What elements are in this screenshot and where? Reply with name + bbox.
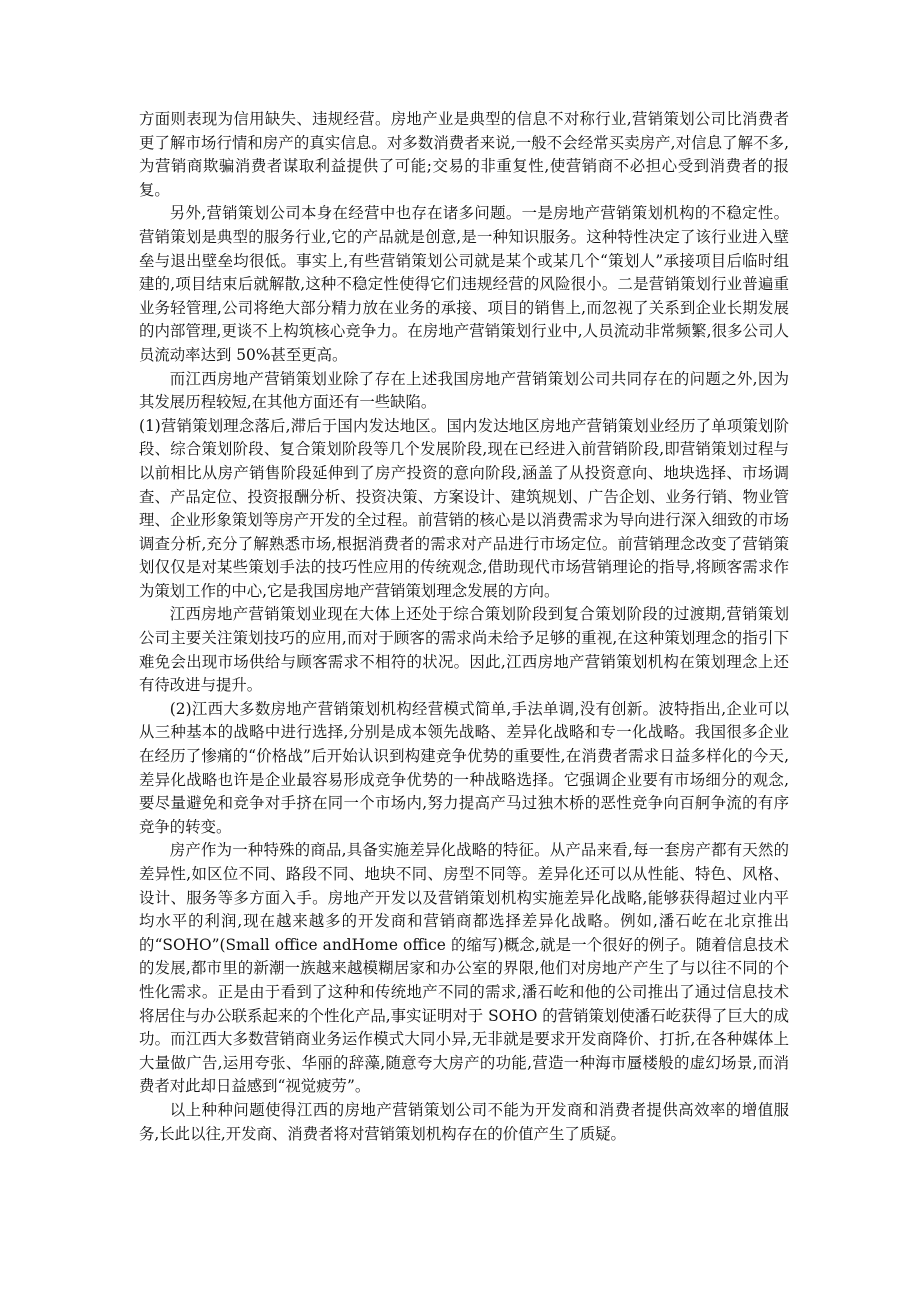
paragraph-8: 以上种种问题使得江西的房地产营销策划公司不能为开发商和消费者提供高效率的增值服务,长此以往,开发商、消费者将对营销策划机构存在的价值产生了质疑。 <box>139 1100 789 1143</box>
document-body <box>139 108 789 1146</box>
paragraph-6: (2)江西大多数房地产营销策划机构经营模式简单,手法单调,没有创新。波特指出,企业可以从三种基本的战略中进行选择,分别是成本领先战略、差异化战略和专一化战略。我国很多企业在经历了惨痛的“价格战”后开始认识到构建竞争优势的重要性,在消费者需求日益多样化的今天,差异化战略也许是企业最容易形成竞争优势的一种战略选择。它强调企业要有市场细分的观念,要尽量避免和竞争对手挤在同一个市场内,努力提高产马过独木桥的恶性竞争向百舸争流的有序竞争的转变。 <box>139 699 789 836</box>
paragraph-4: (1)营销策划理念落后,滞后于国内发达地区。国内发达地区房地产营销策划业经历了单项策划阶段、综合策划阶段、复合策划阶段等几个发展阶段,现在已经进入前营销阶段,即营销策划过程与以前相比从房产销售阶段延伸到了房产投资的意向阶段,涵盖了从投资意向、地块选择、市场调查、产品定位、投资报酬分析、投资决策、方案设计、建筑规划、广告企划、业务行销、物业管理、企业形象策划等房产开发的全过程。前营销的核心是以消费需求为导向进行深入细致的市场调查分析,充分了解熟悉市场,根据消费者的需求对产品进行市场定位。前营销理念改变了营销策划仅仅是对某些策划手法的技巧性应用的传统观念,借助现代市场营销理论的指导,将顾客需求作为策划工作的中心,它是我国房地产营销策划理念发展的方向。 <box>139 416 789 600</box>
paragraph-1: 方面则表现为信用缺失、违规经营。房地产业是典型的信息不对称行业,营销策划公司比消费者更了解市场行情和房产的真实信息。对多数消费者来说,一般不会经常买卖房产,对信息了解不多,为营销商欺骗消费者谋取利益提供了可能;交易的非重复性,使营销商不必担心受到消费者的报复。 <box>139 110 789 199</box>
paragraph-7: 房产作为一种特殊的商品,具备实施差异化战略的特征。从产品来看,每一套房产都有天然的差异性,如区位不同、路段不同、地块不同、房型不同等。差异化还可以从性能、特色、风格、设计、服务等多方面入手。房地产开发以及营销策划机构实施差异化战略,能够获得超过业内平均水平的利润,现在越来越多的开发商和营销商都选择差异化战略。例如,潘石屹在北京推出的“SOHO”(Small office andHome office 的缩写)概念,就是一个很好的例子。随着信息技术的发展,都市里的新潮一族越来越模糊居家和办公室的界限,他们对房地产产生了与以往不同的个性化需求。正是由于看到了这种和传统地产不同的需求,潘石屹和他的公司推出了通过信息技术将居住与办公联系起来的个性化产品,事实证明对于 SOHO 的营销策划使潘石屹获得了巨大的成功。而江西大多数营销商业务运作模式大同小异,无非就是要求开发商降价、打折,在各种媒体上大量做广告,运用夸张、华丽的辞藻,随意夸大房产的功能,营造一种海市蜃楼般的虚幻场景,而消费者对此却日益感到“视觉疲劳”。 <box>139 841 789 1096</box>
paragraph-2: 另外,营销策划公司本身在经营中也存在诸多问题。一是房地产营销策划机构的不稳定性。营销策划是典型的服务行业,它的产品就是创意,是一种知识服务。这种特性决定了该行业进入壁垒与退出壁垒均很低。事实上,有些营销策划公司就是某个或某几个“策划人”承接项目后临时组建的,项目结束后就解散,这种不稳定性使得它们违规经营的风险很小。二是营销策划行业普遍重业务轻管理,公司将绝大部分精力放在业务的承接、项目的销售上,而忽视了关系到企业长期发展的内部管理,更谈不上构筑核心竞争力。在房地产营销策划行业中,人员流动非常频繁,很多公司人员流动率达到 50%甚至更高。 <box>139 204 789 364</box>
paragraph-5: 江西房地产营销策划业现在大体上还处于综合策划阶段到复合策划阶段的过渡期,营销策划公司主要关注策划技巧的应用,而对于顾客的需求尚未给予足够的重视,在这种策划理念的指引下难免会出现市场供给与顾客需求不相符的状况。因此,江西房地产营销策划机构在策划理念上还有待改进与提升。 <box>139 605 789 695</box>
paragraph-3: 而江西房地产营销策划业除了存在上述我国房地产营销策划公司共同存在的问题之外,因为其发展历程较短,在其他方面还有一些缺陷。 <box>139 369 789 412</box>
